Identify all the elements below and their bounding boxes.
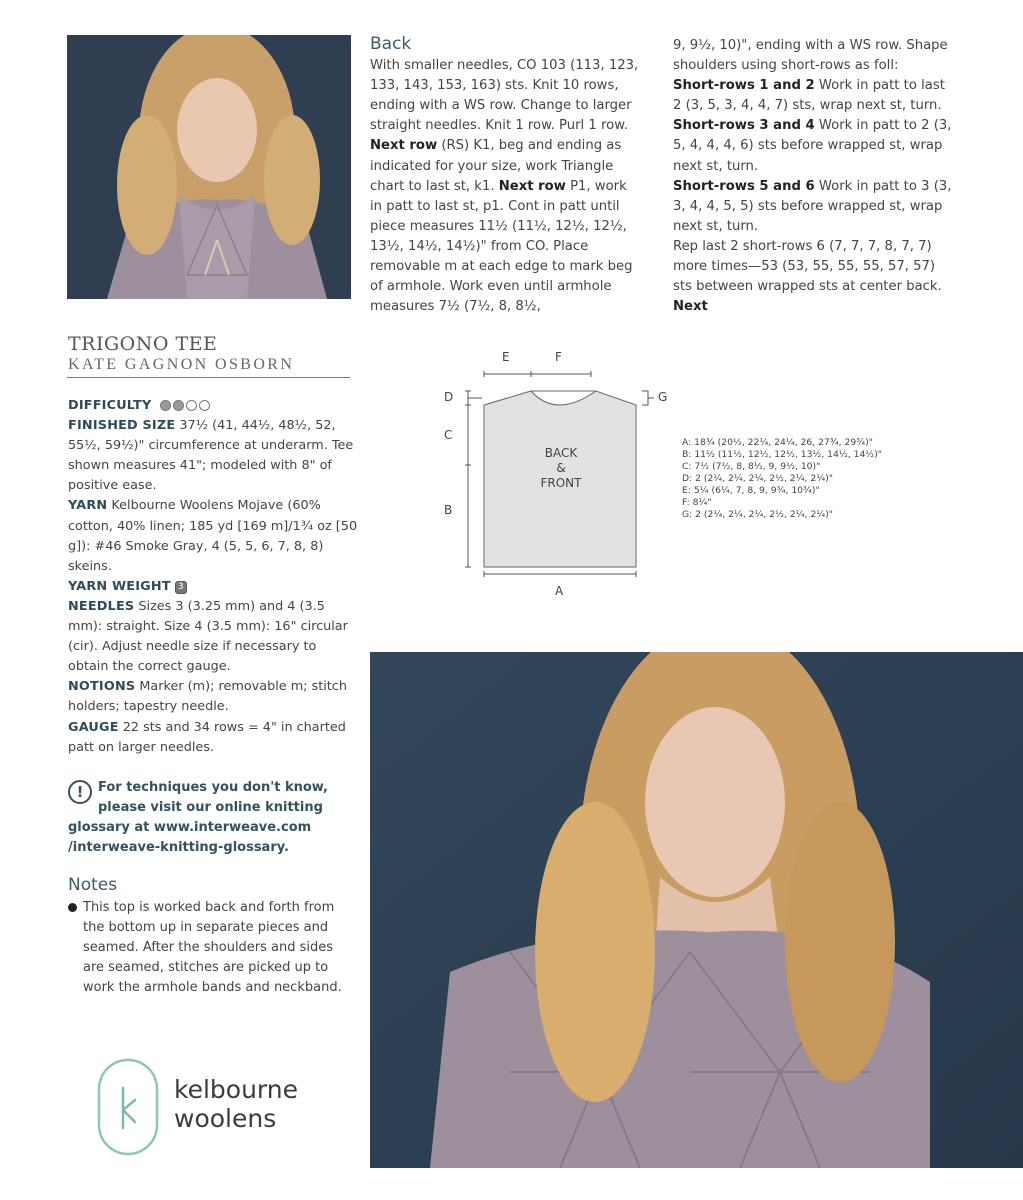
notions-text: Marker (m); removable m; stitch holders; tapestry needle. [68,679,347,715]
repeat-next-label: Next [673,299,708,315]
schematic [436,345,686,605]
measurement-a: A: 18¾ (20½, 22¼, 24¼, 26, 27¾, 29¾)" [682,437,873,448]
schematic-label-c: C [444,428,453,442]
notions-label: NOTIONS [68,679,136,695]
schematic-label-e: E [502,350,510,364]
short-rows-5-6-text: Work in patt to 3 (3, 3, 4, 4, 5, 5) sts before wrapped st, wrap next st, turn. [673,178,952,234]
bullet-icon [68,903,77,912]
yarn-weight-label: YARN WEIGHT [68,578,171,594]
back-heading: Back [370,34,412,54]
model-photo-small [67,35,351,299]
short-rows-1-2-label: Short-rows 1 and 2 [673,78,815,94]
notes-heading: Notes [68,875,118,895]
yarn-text: Kelbourne Woolens Mojave (60% cotton, 40% linen; 185 yd [169 m]/1¾ oz [50 g]): #46 Smoke Gray, 4 (5, 5, 6, 7, 8, 8) skeins. [68,498,358,574]
tip-line-3[interactable]: glossary at www.interweave.com [68,820,312,835]
back-col2-intro: 9, 9½, 10)", ending with a WS row. Shape shoulders using short-rows as foll: [673,38,948,74]
model-illustration-large [370,652,1023,1168]
schematic-center-back: BACK [544,446,578,460]
schematic-center-front: FRONT [540,476,582,490]
needles-row [68,597,358,677]
needles-text: Sizes 3 (3.25 mm) and 4 (3.5 mm): straight. Size 4 (3.5 mm): 16" circular (cir). Adjust needle size if necessary to obtain the correct gauge. [68,598,348,675]
model-photo-large [370,652,1023,1168]
schematic-label-a: A [555,584,564,598]
measurement-g: G: 2 (2¼, 2¼, 2¼, 2½, 2¼, 2¼)" [682,509,834,520]
tip-line-4[interactable]: /interweave-knitting-glossary. [68,840,289,855]
notes-item-text: This top is worked back and forth from the bottom up in separate pieces and seamed. After the shoulders and sides are seamed, stitches are picked up to work the armhole bands and neckband. [83,900,342,996]
measurement-b: B: 11½ (11½, 12½, 12½, 13½, 14½, 14½)" [682,449,883,460]
measurement-e: E: 5¼ (6¼, 7, 8, 9, 9¾, 10¾)" [682,485,820,496]
measurement-f: F: 8¼" [682,497,712,508]
yarn-label: YARN [68,498,108,514]
measurement-d: D: 2 (2¼, 2¼, 2¼, 2½, 2¼, 2¼)" [682,473,833,484]
yarn-weight-row [68,577,358,597]
finished-size-label: FINISHED SIZE [68,418,176,434]
tip-line-2: please visit our online knitting [98,800,323,815]
short-rows-3-4-text: Work in patt to 2 (3, 5, 4, 4, 4, 6) sts before wrapped st, wrap next st, turn. [673,118,952,174]
notions-row [68,677,358,717]
measurement-c: C: 7½ (7½, 8, 8½, 9, 9½, 10)" [682,461,821,472]
designer-name: KATE GAGNON OSBORN [68,356,295,373]
yarn-weight-icon: 3 [175,581,187,594]
back-column-1 [370,34,642,317]
schematic-label-b: B [444,503,453,517]
short-rows-1-2-text: Work in patt to last 2 (3, 5, 3, 4, 4, 7) sts, wrap next st, turn. [673,78,945,114]
specs-block [68,396,358,758]
short-rows-3-4-label: Short-rows 3 and 4 [673,118,815,134]
model-illustration [67,35,351,299]
short-rows-5-6-label: Short-rows 5 and 6 [673,178,815,194]
kelbourne-logo [97,1058,367,1158]
difficulty-row [68,396,358,416]
back-text-2: (RS) K1, beg and ending as indicated for your size, work Triangle chart to last st, k1. [370,138,622,194]
pattern-title: TRIGONO TEE [68,333,218,355]
repeat-text: Rep last 2 short-rows 6 (7, 7, 7, 8, 7, 7) more times—53 (53, 55, 55, 55, 57, 57) sts between wrapped sts at center back. [673,238,942,295]
logo-text-kelbourne: kelbourne [174,1075,298,1104]
back-text-1: With smaller needles, CO 103 (113, 123, 133, 143, 153, 163) sts. Knit 10 rows, ending with a WS row. Change to larger straight needles. Knit 1 row. Purl 1 row. [370,58,639,134]
difficulty-label: DIFFICULTY [68,398,152,413]
needles-label: NEEDLES [68,598,135,614]
schematic-label-f: F [555,350,562,364]
schematic-label-g: G [658,390,668,404]
yarn-row [68,496,358,576]
tip-line-1: For techniques you don't know, [98,780,328,795]
notes-item [68,898,350,998]
techniques-tip [68,778,358,858]
gauge-text: 22 sts and 34 rows = 4" in charted patt on larger needles. [68,719,346,755]
difficulty-rating-icon [160,400,210,411]
next-row-label-2: Next row [498,178,566,194]
finished-size-text: 37½ (41, 44½, 48½, 52, 55½, 59½)" circumference at underarm. Tee shown measures 41"; modeled with 8" of positive ease. [68,418,354,494]
logo-text-woolens: woolens [174,1104,277,1133]
kelbourne-k-icon [97,1058,159,1156]
title-rule [67,377,350,378]
schematic-label-d: D [444,390,454,404]
schematic-center-amp: & [556,461,566,475]
info-exclamation-icon: ! [68,780,92,804]
finished-size-row [68,416,358,496]
measurements-list [682,437,892,521]
gauge-label: GAUGE [68,719,119,735]
back-text-3: P1, work in patt to last st, p1. Cont in patt until piece measures 11½ (11½, 12½, 12½, 13½, 14½, 14½)" from CO. Place removable m at each edge to mark beg of armhole. Work even until armhole measures 7½ (7½, 8, 8½, [370,178,633,315]
back-column-2 [673,36,956,317]
next-row-label: Next row [370,138,438,154]
gauge-row [68,718,358,758]
